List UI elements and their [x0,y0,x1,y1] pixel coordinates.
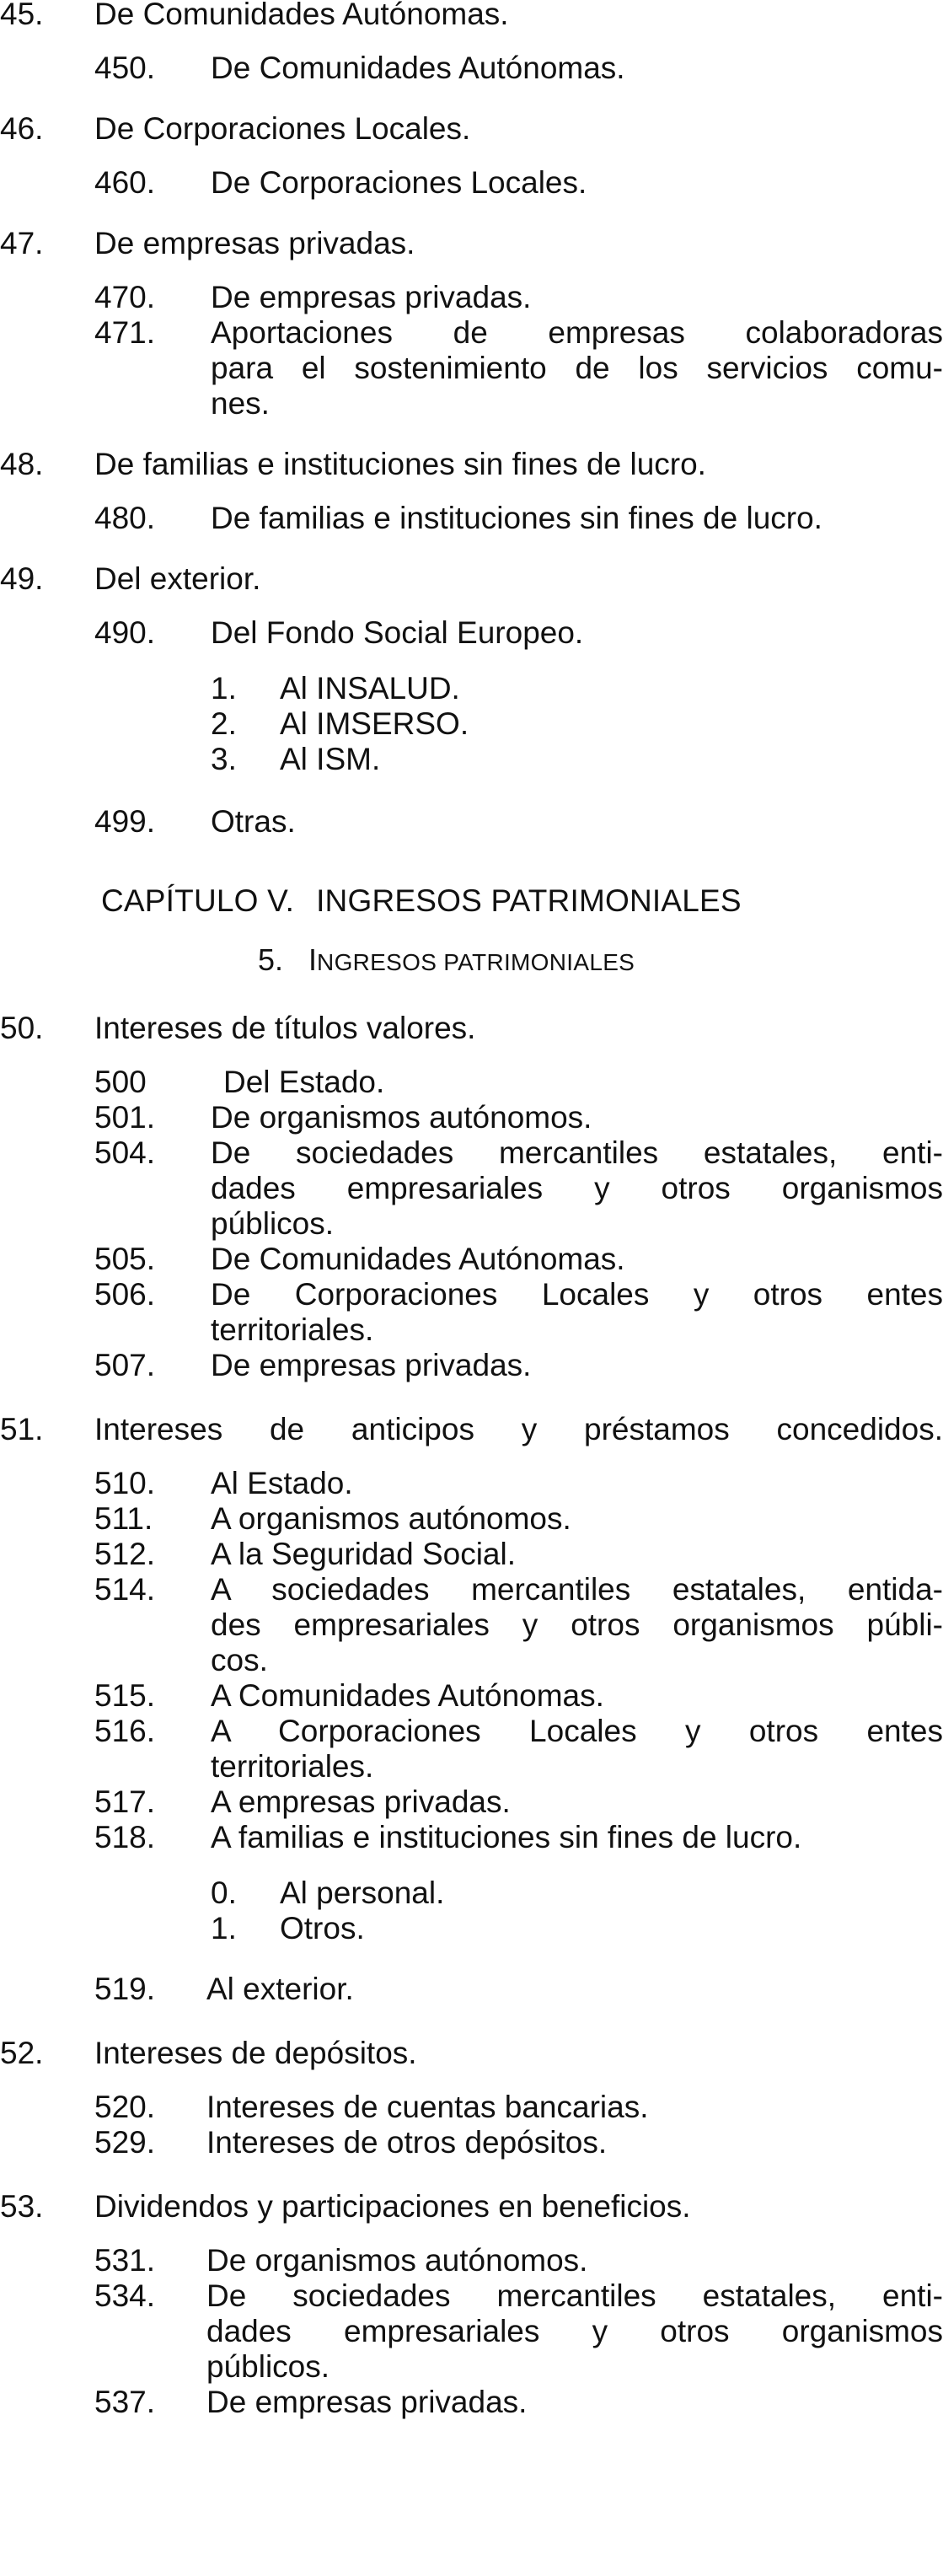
sub-item-row [0,706,943,742]
subconcept-label: De Comunidades Autónomas. [211,1242,625,1276]
subconcept-line: públicos. [206,2349,330,2384]
group-45 [0,0,943,86]
subconcept-line: dades empresariales y otros organismos [211,1171,943,1205]
subconcept-line: dades empresariales y otros organismos [206,2314,943,2348]
sub-item-label: Otros. [280,1911,365,1945]
group-51 [0,1412,943,2007]
subconcept-label: Otras. [211,804,296,839]
subconcept-line: De sociedades mercantiles estatales, enti- [206,2278,943,2313]
concept-row [0,0,943,32]
subconcept-number: 499. [94,804,156,839]
subconcept-line: Aportaciones de empresas colaboradoras [211,315,943,350]
subconcept-row [0,2125,939,2160]
subconcept-number: 514. [94,1572,156,1607]
concept-row [0,2036,943,2071]
chapter-label: CAPÍTULO V. [101,883,295,918]
subconcept-number: 531. [94,2243,156,2278]
subconcept-line: territoriales. [211,1749,374,1784]
subconcept-row [0,1135,943,1242]
subconcept-number: 450. [94,51,156,85]
subconcept-line: públicos. [211,1206,335,1241]
subconcept-number: 516. [94,1714,156,1748]
subconcept-number: 518. [94,1820,156,1854]
section-title-rest: NGRESOS PATRIMONIALES [317,949,635,975]
subconcept-number: 480. [94,501,156,535]
concept-label: De familias e instituciones sin fines de lucro. [94,447,706,481]
subconcept-number: 520. [94,2090,156,2124]
subconcept-number: 500 [94,1065,147,1099]
concept-number: 50. [0,1011,44,1045]
subconcept-row [0,1820,943,1855]
subconcept-row [0,1714,943,1784]
subconcept-row [0,1972,939,2007]
section-title-initial: I [308,942,318,977]
section-heading [0,942,943,980]
subconcept-line: para el sostenimiento de los servicios comu- [211,351,943,385]
chapter-heading [0,883,943,919]
subconcept-label: A familias e instituciones sin fines de lucro. [211,1820,802,1854]
subconcept-row [0,1466,943,1501]
subconcept-number: 460. [94,165,156,200]
subconcept-row [0,1572,943,1678]
subconcept-label: De familias e instituciones sin fines de lucro. [211,501,822,535]
group-52 [0,2036,943,2160]
subconcept-number: 490. [94,615,156,650]
subconcept-label: De empresas privadas. [211,1348,532,1382]
subconcept-number: 529. [94,2125,156,2160]
concept-row [0,111,943,147]
concept-label: Del exterior. [94,561,261,596]
subconcept-label: De empresas privadas. [206,2385,528,2419]
subconcept-label: De Comunidades Autónomas. [211,51,625,85]
subconcept-line: De sociedades mercantiles estatales, enti- [211,1135,943,1170]
subconcept-label: Del Estado. [223,1065,385,1099]
concept-row [0,447,943,482]
subconcept-label: De empresas privadas. [211,280,532,314]
subconcept-line: De Corporaciones Locales y otros entes [211,1277,943,1312]
subconcept-row [0,2385,943,2420]
subconcept-label: A empresas privadas. [211,1784,511,1819]
subconcept-number: 511. [94,1501,153,1536]
concept-label: Intereses de anticipos y préstamos concedidos. [94,1412,943,1446]
subconcept-row [0,280,943,315]
concept-number: 46. [0,111,44,146]
subconcept-number: 519. [94,1972,156,2006]
chapter-title: INGRESOS PATRIMONIALES [316,883,742,918]
subconcept-label: De organismos autónomos. [211,1100,592,1135]
sub-item-number: 3. [211,742,237,776]
subconcept-number: 501. [94,1100,156,1135]
subconcept-line: des empresariales y otros organismos públi- [211,1607,943,1642]
subconcept-number: 510. [94,1466,156,1500]
subconcept-label: A Comunidades Autónomas. [211,1678,604,1713]
concept-label: Intereses de depósitos. [94,2036,417,2070]
subconcept-label: Intereses de otros depósitos. [206,2125,608,2160]
subconcept-row [0,1242,943,1277]
subconcept-row [0,1100,943,1135]
concept-label: De Corporaciones Locales. [94,111,471,146]
sub-item-label: Al IMSERSO. [280,706,469,741]
sub-item-row [0,1911,943,1946]
subconcept-number: 506. [94,1277,156,1312]
subconcept-row [0,2243,943,2278]
subconcept-line: nes. [211,386,270,421]
subconcept-row [0,1678,943,1714]
subconcept-label: De Corporaciones Locales. [211,165,587,200]
sub-item-row [0,1876,943,1911]
sub-item-row [0,742,943,777]
sub-item-number: 1. [211,671,237,706]
subconcept-row [0,2278,943,2385]
concept-row [0,1011,943,1046]
section-number: 5. [258,942,284,977]
concept-number: 51. [0,1412,44,1446]
subconcept-line: cos. [211,1643,268,1677]
subconcept-number: 537. [94,2385,156,2419]
group-46 [0,111,943,201]
subconcept-label: A la Seguridad Social. [211,1537,517,1571]
subconcept-number: 504. [94,1135,156,1170]
subconcept-row [0,51,943,86]
concept-label: Dividendos y participaciones en beneficios. [94,2189,691,2224]
concept-number: 53. [0,2189,44,2224]
subconcept-label: Al Estado. [211,1466,353,1500]
subconcept-row [0,1277,943,1348]
concept-row [0,2189,943,2224]
subconcept-row [0,1065,943,1100]
group-53 [0,2189,943,2420]
concept-number: 52. [0,2036,44,2070]
subconcept-number: 505. [94,1242,156,1276]
subconcept-line: territoriales. [211,1312,374,1347]
group-47 [0,226,943,421]
subconcept-number: 515. [94,1678,156,1713]
sub-item-number: 0. [211,1876,237,1910]
concept-row [0,1412,943,1447]
concept-number: 45. [0,0,44,31]
subconcept-row [0,165,943,201]
subconcept-line: A Corporaciones Locales y otros entes [211,1714,943,1748]
sub-item-number: 2. [211,706,237,741]
subconcept-row [0,804,943,840]
subconcept-row [0,2090,939,2125]
subconcept-number: 471. [94,315,156,350]
subconcept-row [0,1784,943,1820]
subconcept-number: 534. [94,2278,156,2313]
subconcept-label: Al exterior. [206,1972,354,2006]
subconcept-number: 507. [94,1348,156,1382]
subconcept-row [0,1537,943,1572]
concept-label: De Comunidades Autónomas. [94,0,509,31]
subconcept-line: A sociedades mercantiles estatales, entida- [211,1572,943,1607]
sub-item-label: Al personal. [280,1876,445,1910]
subconcept-number: 512. [94,1537,156,1571]
concept-label: De empresas privadas. [94,226,415,260]
subconcept-label: A organismos autónomos. [211,1501,571,1536]
sub-item-label: Al ISM. [280,742,381,776]
subconcept-row [0,1501,943,1537]
concept-number: 49. [0,561,44,596]
subconcept-label: De organismos autónomos. [206,2243,588,2278]
subconcept-label: Intereses de cuentas bancarias. [206,2090,649,2124]
subconcept-row [0,615,943,651]
group-50 [0,1011,943,1383]
concept-label: Intereses de títulos valores. [94,1011,476,1045]
concept-row [0,226,943,261]
concept-number: 48. [0,447,44,481]
sub-item-label: Al INSALUD. [280,671,460,706]
subconcept-row [0,1348,943,1383]
subconcept-label: Del Fondo Social Europeo. [211,615,584,650]
concept-row [0,561,943,597]
sub-item-row [0,671,943,706]
concept-number: 47. [0,226,44,260]
subconcept-row [0,501,943,536]
subconcept-row [0,315,943,421]
group-48 [0,447,943,536]
subconcept-number: 517. [94,1784,156,1819]
group-49 [0,561,943,840]
subconcept-number: 470. [94,280,156,314]
sub-item-number: 1. [211,1911,237,1945]
